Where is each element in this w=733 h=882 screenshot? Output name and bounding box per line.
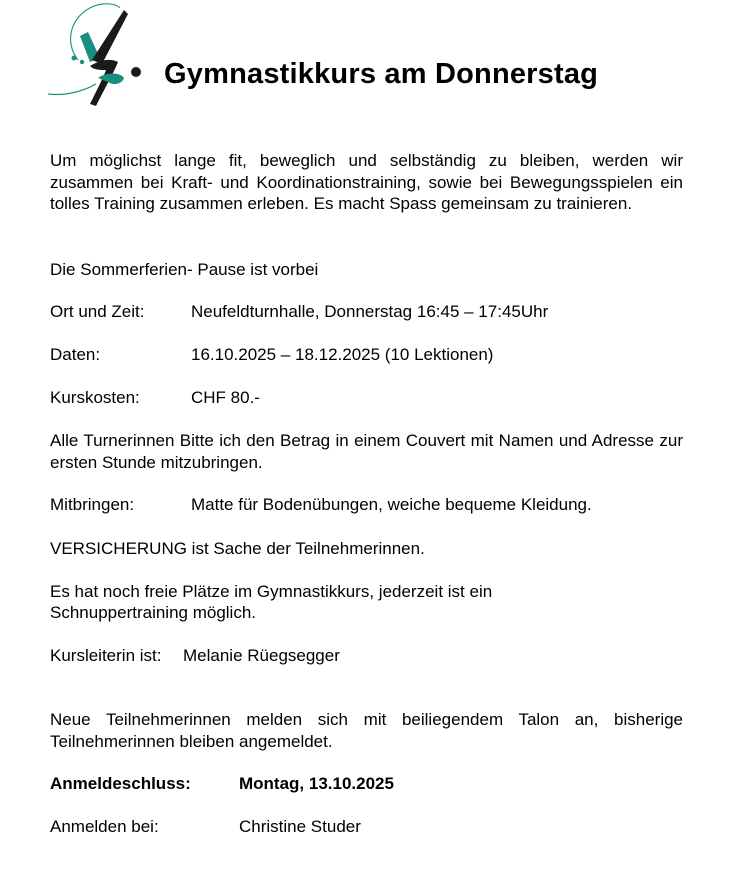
- dates-value: 16.10.2025 – 18.12.2025 (10 Lektionen): [191, 345, 494, 364]
- registration-note: Neue Teilnehmerinnen melden sich mit beiliegendem Talon an, bisherige Teilnehmerinnen bleiben angemeldet.: [50, 710, 683, 751]
- deadline-label: Anmeldeschluss:: [50, 774, 191, 793]
- location-label: Ort und Zeit:: [50, 302, 145, 321]
- contact-label: Anmelden bei:: [50, 817, 159, 836]
- intro-paragraph: Um möglichst lange fit, beweglich und selbständig zu bleiben, werden wir zusammen bei Kraft- und Koordinationstraining, sowie bei Bewegungsspielen ein tolles Training zusammen erleben. Es macht Spass gemeinsam zu trainieren.: [50, 151, 683, 213]
- dates-row: [50, 344, 690, 366]
- leader-row: [50, 645, 690, 667]
- deadline-value: Montag, 13.10.2025: [239, 774, 394, 793]
- bring-value: Matte für Bodenübungen, weiche bequeme Kleidung.: [191, 495, 592, 514]
- page-title: Gymnastikkurs am Donnerstag: [164, 58, 599, 90]
- contact-row: [50, 816, 690, 838]
- location-row: [50, 301, 690, 323]
- leader-label: Kursleiterin ist:: [50, 646, 162, 665]
- free-spots-line-1: Es hat noch freie Plätze im Gymnastikkurs, jederzeit ist ein: [50, 582, 493, 601]
- insurance-note: VERSICHERUNG ist Sache der Teilnehmerinnen.: [50, 539, 425, 558]
- cost-label: Kurskosten:: [50, 388, 140, 407]
- cost-row: [50, 387, 690, 409]
- cost-value: CHF 80.-: [191, 388, 260, 407]
- payment-note: Alle Turnerinnen Bitte ich den Betrag in einem Couvert mit Namen und Adresse zur ersten Stunde mitzubringen.: [50, 431, 683, 472]
- dates-label: Daten:: [50, 345, 101, 364]
- pause-note: Die Sommerferien- Pause ist vorbei: [50, 260, 319, 279]
- gymnast-logo-graphic: [44, 2, 144, 110]
- leader-value: Melanie Rüegsegger: [183, 646, 340, 665]
- contact-value: Christine Studer: [239, 817, 361, 836]
- gymnast-logo-icon: [44, 2, 144, 110]
- bring-row: [50, 494, 690, 516]
- location-value: Neufeldturnhalle, Donnerstag 16:45 – 17:45Uhr: [191, 302, 549, 321]
- bring-label: Mitbringen:: [50, 495, 135, 514]
- free-spots-line-2: Schnuppertraining möglich.: [50, 603, 257, 622]
- deadline-row: [50, 773, 690, 795]
